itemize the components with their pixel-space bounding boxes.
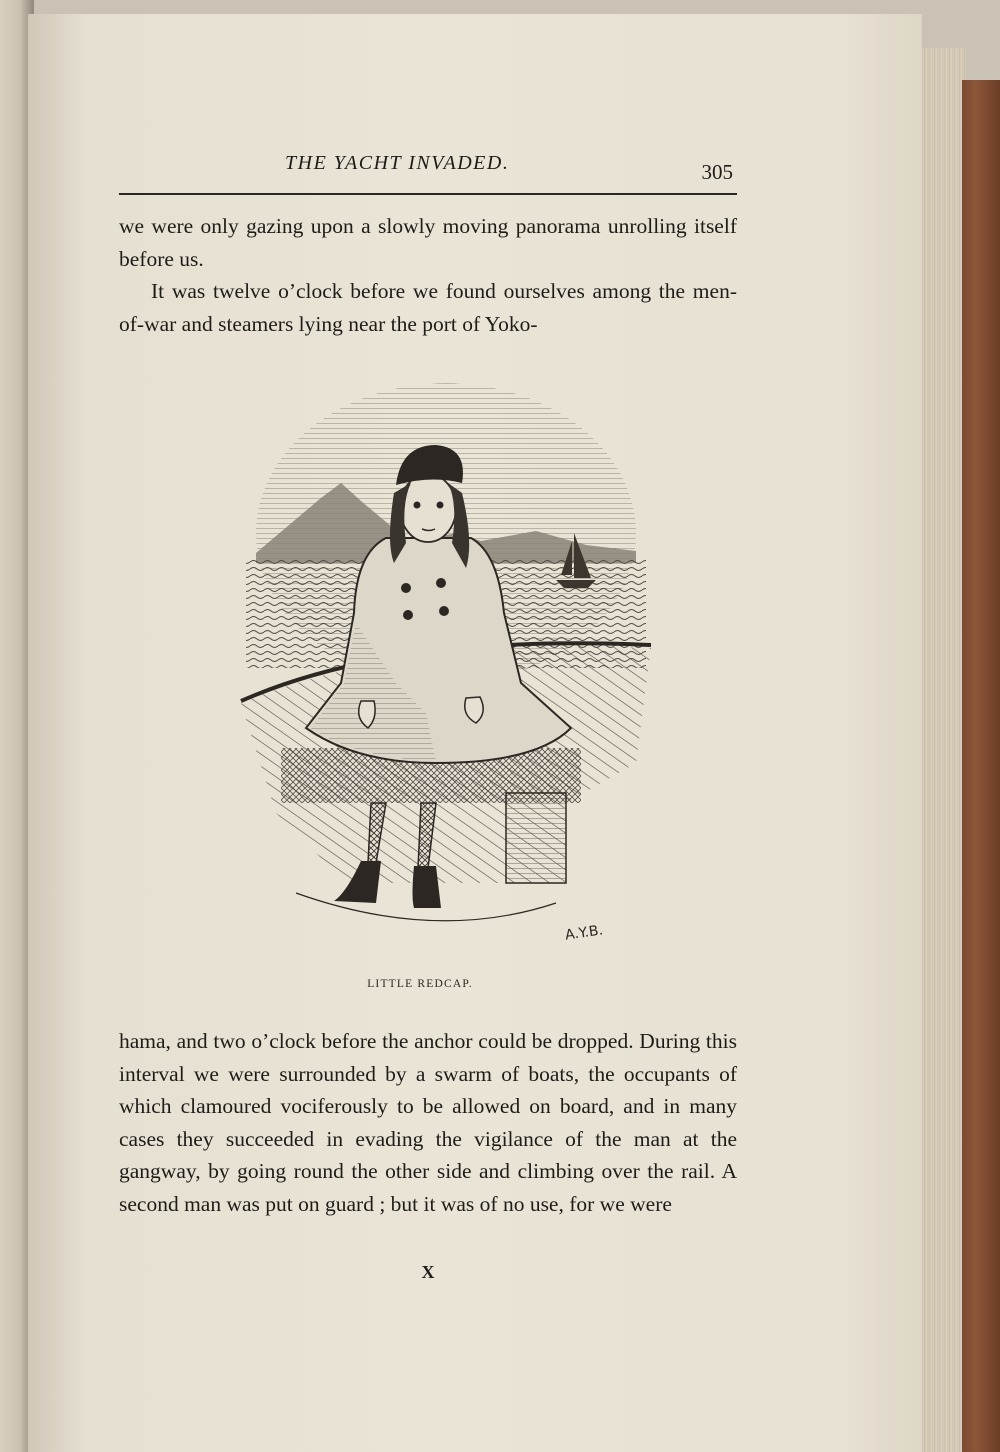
artist-initials: A.Y.B.	[564, 922, 604, 944]
book-cover-board	[962, 80, 1000, 1452]
paragraph-1: we were only gazing upon a slowly moving panorama unrolling itself before us.	[119, 214, 737, 271]
coat-button	[403, 610, 413, 620]
paragraph-2: It was twelve o’clock before we found ourselves among the men-of-war and steamers lying near the port of Yoko-	[119, 279, 737, 336]
signature-mark: X	[421, 1262, 435, 1282]
child-eye	[437, 502, 444, 509]
body-text-top	[119, 210, 737, 340]
stair-steps	[506, 793, 566, 883]
coat-button	[401, 583, 411, 593]
body-text-bottom	[119, 1025, 737, 1220]
header-rule	[119, 193, 737, 195]
child-face	[400, 474, 456, 542]
running-title: THE YACHT INVADED.	[285, 152, 510, 174]
coat-button	[436, 578, 446, 588]
paragraph-3: hama, and two o’clock before the anchor could be dropped. During this interval we were surrounded by a swarm of boats, the occupants of which clamoured vociferously to be allowed on board, and in many cases they succeeded in evading the vigilance of the man at the gangway, by going round the other side and climbing over the rail. A second man was put on guard ; but it was of no use, for we were	[119, 1029, 737, 1216]
page-block-edges	[918, 48, 966, 1452]
little-redcap-engraving	[236, 383, 656, 978]
child-eye	[414, 502, 421, 509]
page-number: 305	[701, 160, 733, 184]
running-head	[119, 150, 737, 186]
illustration-caption: LITTLE REDCAP.	[367, 978, 473, 990]
coat-button	[439, 606, 449, 616]
